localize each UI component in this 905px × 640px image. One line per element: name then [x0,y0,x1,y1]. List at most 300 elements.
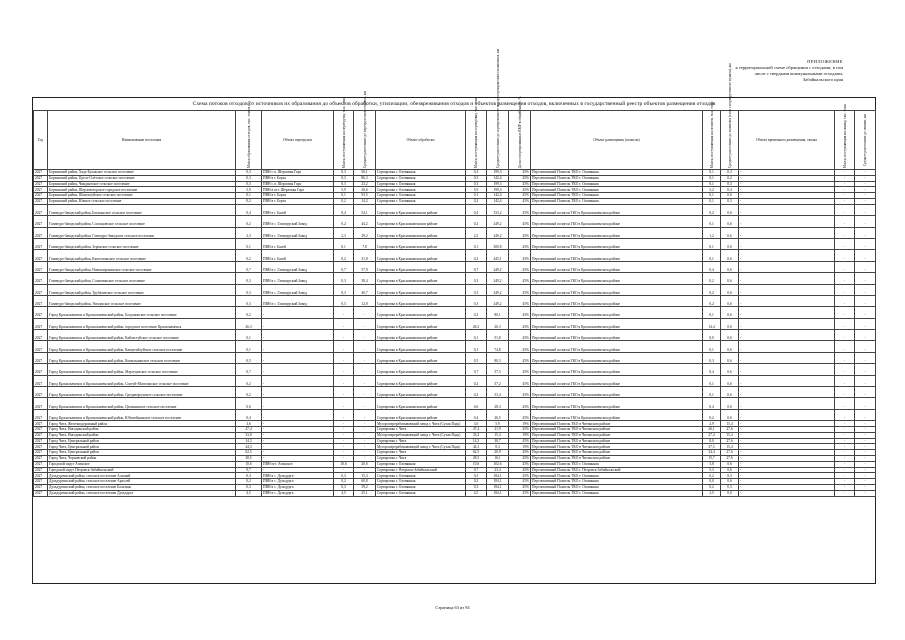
table-cell: ПВН в с. Газимурский Завод [262,227,334,238]
table-cell: 0,1 [236,193,262,199]
table-cell: Сортировка в Краснокаменском районе [376,364,466,375]
table-cell: - [835,473,855,479]
table-cell: 0,7 [236,261,262,272]
table-cell: 10,6 [466,461,487,467]
table-cell: 0,3 [236,484,262,490]
table-cell: 184,1 [487,490,509,496]
table-cell: 0,0 [703,330,721,341]
table-cell: 57,2 [487,375,509,386]
table-cell: ПВН в г. Борзя [262,198,334,204]
table-cell: Перспективный Полигон ТКО г. Оловянная [531,461,703,467]
table-cell: 2027 [34,461,48,467]
column-header [487,48,509,170]
table-cell: Город Чита, Ингодинский район [48,427,236,433]
table-cell: - [835,479,855,485]
table-cell: 0,3 [721,181,739,187]
table-cell: 2,3 [334,227,354,238]
table-cell: - [262,427,334,433]
table-cell: Сортировка г. Чита [376,438,466,444]
table-cell: Борзинский район, Шерловогорское городское поселение [48,187,236,193]
table-cell: Перспективный полигон ТКО в Краснокаменском районе [531,375,703,386]
table-cell: - [835,490,855,496]
table-cell: 29,2 [354,227,376,238]
table-cell: Борзинский район, Чиндантское сельское поселение [48,181,236,187]
column-header-label: Масса, поступающая на полигон, тыс. тонн [709,101,714,168]
table-cell: ПВН в с. Газимурский Завод [262,284,334,295]
table-cell: 2027 [34,204,48,215]
table-cell: Перспективный полигон ТКО в Краснокаменском районе [531,409,703,420]
table-cell: 20,6 [354,187,376,193]
table-cell: 0,2 [721,175,739,181]
table-cell: - [334,307,354,318]
table-cell: - [739,432,835,438]
table-cell: 0,3 [466,484,487,490]
table-cell: 5,9 [334,187,354,193]
table-cell: - [855,193,876,199]
table-cell: - [334,438,354,444]
table-cell: ПВН в г. Борзя [262,175,334,181]
table-cell: ПВН в г. Балей [262,238,334,249]
table-cell: ПВН в с. Дульдурга [262,490,334,496]
table-cell: 0,3 [466,473,487,479]
table-cell: - [739,444,835,450]
table-cell: - [739,284,835,295]
table-cell: - [354,375,376,386]
table-cell: - [262,387,334,398]
table-cell: 28,3 [487,398,509,409]
table-cell: - [855,318,876,329]
table-cell: Борзинский район, Цугол-Олётское сельское поселение [48,175,236,181]
table-cell: 0,3 [334,284,354,295]
table-cell: - [855,175,876,181]
table-cell: 30,7 [487,438,509,444]
table-cell: Город Чита, Ингодинский район [48,432,236,438]
table-cell: - [739,261,835,272]
table-cell: 10,6 [334,461,354,467]
table-cell: - [739,307,835,318]
table-cell: 40,7 [354,284,376,295]
table-cell: 27,6 [721,438,739,444]
table-cell: 0,2 [703,204,721,215]
table-cell: 0,7 [236,364,262,375]
table-cell: - [262,444,334,450]
table-cell: - [855,375,876,386]
table-cell: - [739,455,835,461]
table-cell: - [855,295,876,306]
table-cell: Сортировка г. Оловянная [376,170,466,176]
table-cell: Дульдургинский район, сельское поселение Алханай [48,473,236,479]
table-cell: 0,3 [334,473,354,479]
table-cell: 2027 [34,490,48,496]
table-cell: - [855,273,876,284]
table-cell: 45% [509,273,531,284]
table-cell: 0,3 [236,170,262,176]
column-header-label: Среднее расстояние до полигона (если с перегрузочного пункта), км [727,63,732,168]
table-cell: Сортировка г. Чита [376,427,466,433]
table-cell: - [262,455,334,461]
table-cell: 0,6 [721,238,739,249]
table-cell: Перспективный Полигон ТКО г. Оловянная [531,484,703,490]
table-cell: Газимуро-Заводский район, Кактолгинское сельское поселение [48,250,236,261]
table-cell: 8,3 [487,444,509,450]
table-cell: 21,9 [487,427,509,433]
table-cell: 80,3 [487,352,509,363]
table-cell: - [354,387,376,398]
table-cell: - [835,421,855,427]
table-cell: 0,3 [334,181,354,187]
table-cell: 0,0 [703,479,721,485]
table-cell: - [855,398,876,409]
table-cell: 62,5 [466,450,487,456]
column-header [236,100,262,170]
table-cell: - [835,387,855,398]
table-cell: - [855,427,876,433]
table-cell: Перспективный Полигон ТКО г. Оловянная [531,175,703,181]
table-cell: - [835,432,855,438]
table-cell: Сортировка г. Оловянная [376,473,466,479]
table-cell: Сортировка в Краснокаменском районе [376,387,466,398]
table-cell: 80,1 [487,307,509,318]
table-cell: - [334,341,354,352]
table-row [34,375,876,386]
table-cell: Город Краснокаменск и Краснокаменский район, Капцегайтуйское сельское поселение [48,341,236,352]
table-cell: Сортировка в Краснокаменском районе [376,250,466,261]
table-cell: 2027 [34,318,48,329]
table-cell: - [835,444,855,450]
table-cell: Мусороперерабатывающий завод г. Чита (Сухая Падь) [376,444,466,450]
table-cell: 300,8 [487,238,509,249]
appendix-line-2: к территориальной схеме обращения с отходами, в том [735,65,843,70]
table-cell: 0,6 [721,193,739,199]
column-header-label: Среднее расстояние до перегрузочного пункта, км [362,91,367,168]
table-cell: 0,6 [721,216,739,227]
table-cell: 1,2 [703,227,721,238]
table-row [34,204,876,215]
table-cell: 0,1 [236,330,262,341]
table-cell: ПВН в г. Борзя [262,193,334,199]
table-cell: 45% [509,250,531,261]
table-cell: 0,1 [703,198,721,204]
table-row [34,216,876,227]
table-cell: 2027 [34,398,48,409]
table-cell: - [835,181,855,187]
table-cell: 0,1 [703,341,721,352]
table-cell: 0,3 [236,295,262,306]
table-cell: - [739,467,835,473]
table-cell: 2027 [34,455,48,461]
table-cell: - [334,352,354,363]
table-cell: 0,2 [236,250,262,261]
table-cell: - [739,187,835,193]
table-cell: Город Краснокаменск и Краснокаменский район, Маргуцекское сельское поселение [48,364,236,375]
table-cell: Город Краснокаменск и Краснокаменский район, Среднеаргунское сельское поселение [48,387,236,398]
table-cell: - [334,432,354,438]
appendix-note [683,59,843,83]
table-cell: 0,7 [466,364,487,375]
table-cell: 2,5 [703,490,721,496]
table-cell: 2,3 [236,227,262,238]
table-cell: 45% [509,352,531,363]
table-row [34,387,876,398]
table-row [34,398,876,409]
column-header [855,111,876,170]
table-cell: 16,1 [487,455,509,461]
table-cell: - [739,273,835,284]
table-cell: 0,2 [703,409,721,420]
table-cell: - [835,284,855,295]
table-cell: ПВН в с. Дульдурга [262,473,334,479]
table-cell: 0,1 [703,181,721,187]
table-cell: 0,6 [721,387,739,398]
table-cell: 0,4 [236,204,262,215]
column-header-label: Объект временного размещения, свалка [756,137,817,142]
table-cell: 19% [509,444,531,450]
table-cell: 0,1 [703,216,721,227]
table-cell: - [855,455,876,461]
table-cell: 0,2 [466,198,487,204]
table-cell: Город Краснокаменск и Краснокаменский район, городское поселение Краснокаменск [48,318,236,329]
table-cell: 45% [509,204,531,215]
table-cell: 0,4 [703,261,721,272]
table-cell: Город Краснокаменск и Краснокаменский район, Ковыльнинское сельское поселение [48,352,236,363]
table-cell: 0,3 [236,273,262,284]
table-cell: Газимуро-Заводский район, Батаканское сельское поселение [48,204,236,215]
table-cell: 19% [509,421,531,427]
table-cell: ПВН в с. Газимурский Завод [262,273,334,284]
table-cell: Город Чита, Центральный район [48,450,236,456]
table-cell: - [739,473,835,479]
table-cell: - [855,352,876,363]
table-cell: 0,2 [466,307,487,318]
table-cell: 33,2 [466,432,487,438]
table-cell: 26,3 [487,318,509,329]
table-cell: 38,4 [354,273,376,284]
table-cell: - [739,398,835,409]
table-row [34,352,876,363]
table-cell: 0,2 [334,216,354,227]
table-cell: 5,9 [466,187,487,193]
table-cell: - [855,479,876,485]
table-cell: ПВН в с. Газимурский Завод [262,295,334,306]
table-cell: - [739,421,835,427]
table-cell: Газимуро-Заводский район, Солонцовское сельское поселение [48,216,236,227]
table-cell: 2027 [34,187,48,193]
table-cell: - [835,364,855,375]
table-cell: 445,1 [487,250,509,261]
table-cell: - [262,432,334,438]
table-cell: 45% [509,375,531,386]
table-cell: 8,0 [703,438,721,444]
table-cell: 15,7 [703,455,721,461]
table-cell: 26,3 [236,318,262,329]
table-cell: Сортировка в Краснокаменском районе [376,307,466,318]
table-cell: 0,4 [236,409,262,420]
table-cell: 2027 [34,330,48,341]
table-cell: - [739,427,835,433]
column-header [334,97,354,170]
table-cell: 45% [509,175,531,181]
table-cell: 51,8 [487,330,509,341]
table-cell: Перспективный полигон ТКО в Краснокаменском районе [531,238,703,249]
table-cell: ПВН в с. Дульдурга [262,484,334,490]
table-cell: 93,5 [354,193,376,199]
table-cell: 2027 [34,181,48,187]
table-cell: 249,2 [487,273,509,284]
table-cell: - [835,170,855,176]
table-cell: - [262,330,334,341]
table-cell: 0,1 [236,238,262,249]
table-cell: Город Краснокаменск и Краснокаменский район, Целининское сельское поселение [48,398,236,409]
table-cell: 26,1 [703,427,721,433]
table-cell: 0,3 [466,295,487,306]
table-row [34,295,876,306]
table-cell: 45% [509,216,531,227]
table-cell: Сортировка в Краснокаменском районе [376,330,466,341]
table-cell: 45% [509,198,531,204]
table-cell: 31,8 [354,250,376,261]
table-cell: Сортировка в Краснокаменском районе [376,318,466,329]
table-cell: 0,6 [721,352,739,363]
table-cell: - [334,450,354,456]
table-cell: 0,6 [721,261,739,272]
table-cell: 0,6 [721,375,739,386]
table-cell: 0,6 [721,284,739,295]
table-cell: 45% [509,181,531,187]
table-cell: 0,2 [703,295,721,306]
table-cell: 44,3 [466,444,487,450]
table-cell: 45% [509,461,531,467]
table-cell: - [354,444,376,450]
table-cell: 0,6 [721,341,739,352]
table-row [34,227,876,238]
table-cell: Дульдургинский район, сельское поселение Бальзино [48,484,236,490]
table-cell: Газимуро-Заводский район, Трубачевское сельское поселение [48,284,236,295]
table-cell: Газимуро-Заводский район, Газимуро-Заводское сельское поселение [48,227,236,238]
table-cell: - [835,216,855,227]
table-cell: 0,1 [703,175,721,181]
table-cell: 86,3 [354,175,376,181]
table-cell: Перспективный полигон ТКО в Краснокаменском районе [531,295,703,306]
table-cell: 3,6 [236,421,262,427]
table-cell: - [855,490,876,496]
table-cell: 2027 [34,216,48,227]
table-cell: 2027 [34,175,48,181]
table-cell: 0,3 [721,170,739,176]
table-cell: - [835,467,855,473]
table-cell: - [334,455,354,461]
table-cell: Город Краснокаменск и Краснокаменский район, Соктуй-Милозанское сельское поселение [48,375,236,386]
table-cell: 45% [509,193,531,199]
table-cell: 0,4 [703,364,721,375]
column-header-label: Доля отсортированных ВМР в общей массе, % [517,96,522,168]
table-cell: 56,1 [354,170,376,176]
table-cell: 44,3 [236,444,262,450]
table-cell: - [855,450,876,456]
table-cell: 60,8 [354,479,376,485]
table-cell: 2027 [34,193,48,199]
table-cell: - [334,398,354,409]
column-header [34,111,48,170]
table-cell: - [835,409,855,420]
table-cell: Перспективный Полигон ТКО г. Оловянная [531,181,703,187]
table-cell: Перспективный Полигон ТКО в Читинском районе [531,427,703,433]
table-cell: 0,6 [236,398,262,409]
table-cell: - [855,438,876,444]
column-header [739,111,835,170]
table-cell: - [354,398,376,409]
table-row [34,273,876,284]
table-cell: - [835,204,855,215]
table-cell: 45% [509,479,531,485]
table-cell: 15,4 [721,444,739,450]
table-cell: 0,6 [721,364,739,375]
table-cell: Перспективный полигон ТКО в Краснокаменском районе [531,341,703,352]
column-header-label: Объект перегрузки [283,137,312,142]
table-cell: 0,1 [334,193,354,199]
table-cell: Город Краснокаменск и Краснокаменский район, Кайластуйское сельское поселение [48,330,236,341]
table-cell: 199,3 [487,181,509,187]
table-cell: 0,2 [236,198,262,204]
table-cell: Перспективный полигон ТКО в Краснокаменском районе [531,387,703,398]
table-cell: - [262,375,334,386]
table-cell: 45% [509,467,531,473]
table-cell: Сортировка в Краснокаменском районе [376,238,466,249]
column-header [835,104,855,170]
table-cell: - [835,187,855,193]
table-cell: 44,2 [354,216,376,227]
table-cell: 0,2 [236,307,262,318]
table-cell: - [835,330,855,341]
table-cell: Перспективный полигон ТКО в Краснокаменском районе [531,227,703,238]
table-cell: 4,5 [334,490,354,496]
table-cell: Сортировка г. Оловянная [376,175,466,181]
table-cell: 74,8 [487,341,509,352]
table-cell: 2027 [34,341,48,352]
table-cell: 45% [509,490,531,496]
table-cell: - [855,187,876,193]
table-cell: Сортировка в Краснокаменском районе [376,352,466,363]
table-cell: - [354,341,376,352]
table-cell: Городской округ Агинское [48,461,236,467]
table-cell: - [262,307,334,318]
table-cell: - [262,398,334,409]
table-cell: 2027 [34,238,48,249]
table-cell: Перспективный полигон ТКО в Краснокаменском районе [531,352,703,363]
table-cell: 0,3 [236,284,262,295]
table-cell: Перспективный полигон ТКО в Краснокаменском районе [531,250,703,261]
table-cell: - [739,227,835,238]
table-cell: - [739,318,835,329]
table-cell: - [739,438,835,444]
table-cell: 4,5 [236,490,262,496]
table-cell: - [354,438,376,444]
table-cell: 0,2 [236,479,262,485]
table-cell: - [739,330,835,341]
table-cell: Сортировка г. Чита [376,450,466,456]
table-cell: Дульдургинский район, сельское поселение Дульдурга [48,490,236,496]
table-cell: 14,4 [703,318,721,329]
table-cell: Сортировка в Краснокаменском районе [376,261,466,272]
table-cell: - [262,318,334,329]
table-cell: - [739,375,835,386]
table-cell: 27,6 [721,427,739,433]
table-cell: 0,3 [466,273,487,284]
table-cell: Город Чита, Центральный район [48,438,236,444]
table-cell: 2027 [34,467,48,473]
table-cell: 0,6 [721,330,739,341]
table-cell: - [262,341,334,352]
table-cell: Газимуро-Заводский район, Ушмунское сельское поселение [48,295,236,306]
